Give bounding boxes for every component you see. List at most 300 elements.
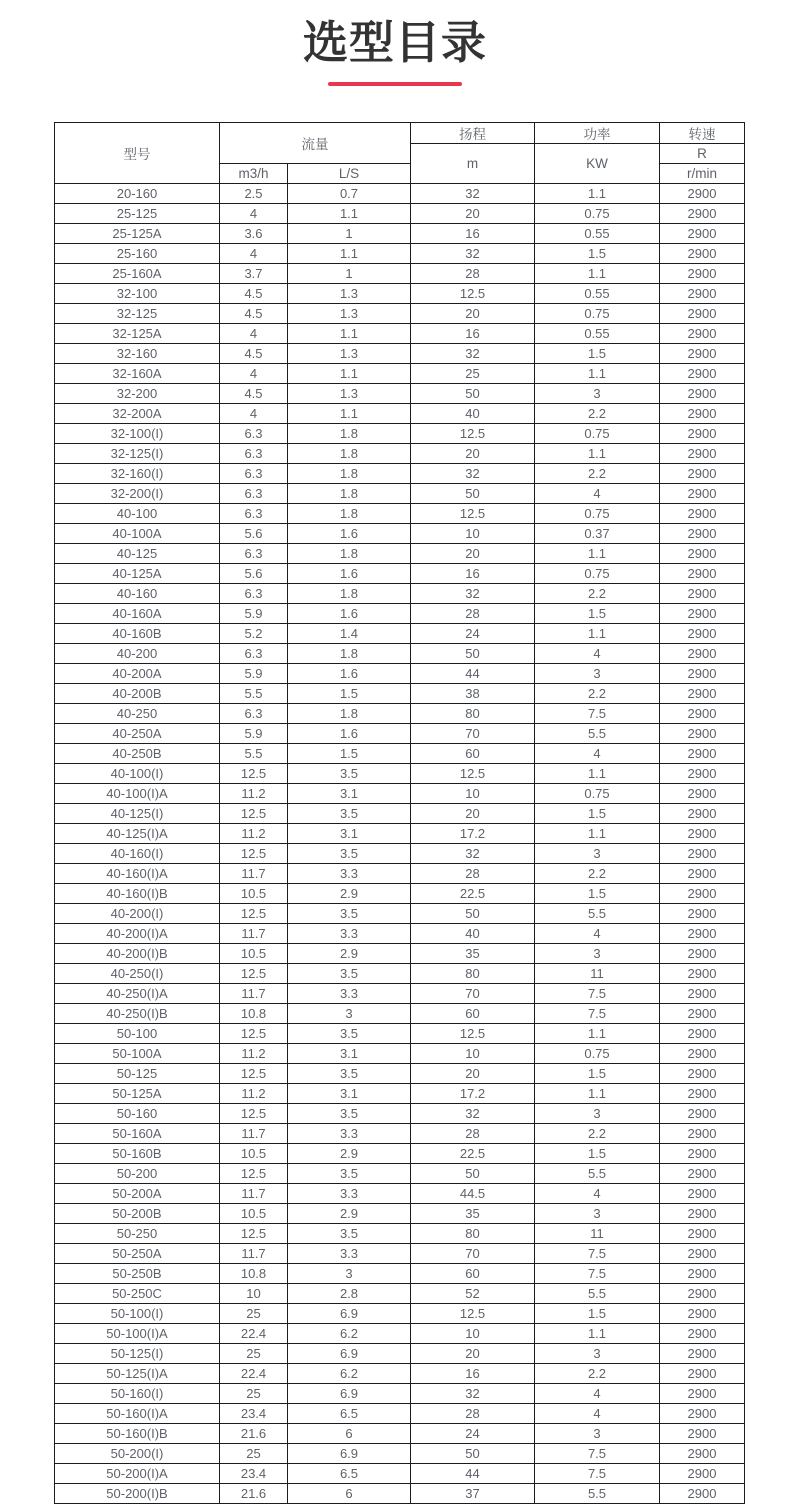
cell-head-m: 25: [411, 364, 535, 384]
cell-speed-rpm: 2900: [660, 204, 745, 224]
table-row: [55, 1404, 745, 1424]
cell-speed-rpm: 2900: [660, 1004, 745, 1024]
cell-flow-m3h: 4: [220, 324, 288, 344]
cell-flow-m3h: 12.5: [220, 1064, 288, 1084]
cell-model: 20-160: [55, 184, 220, 204]
cell-model: 32-200A: [55, 404, 220, 424]
col-header-model: 型号: [55, 123, 220, 184]
cell-model: 50-250B: [55, 1264, 220, 1284]
cell-flow-m3h: 5.9: [220, 664, 288, 684]
cell-head-m: 80: [411, 704, 535, 724]
cell-flow-m3h: 12.5: [220, 844, 288, 864]
cell-speed-rpm: 2900: [660, 1324, 745, 1344]
cell-flow-ls: 1.1: [288, 244, 411, 264]
cell-flow-ls: 3.1: [288, 784, 411, 804]
cell-model: 50-200(I)A: [55, 1464, 220, 1484]
cell-flow-ls: 2.9: [288, 884, 411, 904]
cell-flow-m3h: 25: [220, 1344, 288, 1364]
cell-power-kw: 1.1: [535, 764, 660, 784]
cell-speed-rpm: 2900: [660, 484, 745, 504]
cell-flow-ls: 1.3: [288, 384, 411, 404]
cell-head-m: 28: [411, 864, 535, 884]
table-row: [55, 1284, 745, 1304]
cell-flow-ls: 1.8: [288, 464, 411, 484]
cell-flow-ls: 3.1: [288, 1084, 411, 1104]
cell-speed-rpm: 2900: [660, 1064, 745, 1084]
cell-model: 50-125A: [55, 1084, 220, 1104]
cell-model: 32-160(I): [55, 464, 220, 484]
page-title: 选型目录: [302, 17, 487, 68]
cell-power-kw: 1.1: [535, 184, 660, 204]
cell-power-kw: 11: [535, 964, 660, 984]
cell-speed-rpm: 2900: [660, 824, 745, 844]
cell-power-kw: 5.5: [535, 1164, 660, 1184]
cell-flow-ls: 1.8: [288, 644, 411, 664]
cell-model: 50-125: [55, 1064, 220, 1084]
cell-power-kw: 4: [535, 1184, 660, 1204]
cell-speed-rpm: 2900: [660, 1164, 745, 1184]
cell-flow-ls: 1.8: [288, 584, 411, 604]
cell-flow-m3h: 11.2: [220, 1044, 288, 1064]
cell-power-kw: 1.5: [535, 804, 660, 824]
cell-speed-rpm: 2900: [660, 844, 745, 864]
cell-flow-m3h: 11.2: [220, 784, 288, 804]
cell-power-kw: 0.75: [535, 784, 660, 804]
cell-head-m: 32: [411, 344, 535, 364]
table-row: [55, 244, 745, 264]
cell-speed-rpm: 2900: [660, 784, 745, 804]
cell-model: 40-100A: [55, 524, 220, 544]
cell-flow-ls: 6.9: [288, 1384, 411, 1404]
cell-model: 40-160A: [55, 604, 220, 624]
cell-flow-ls: 3.5: [288, 1164, 411, 1184]
table-row: [55, 1204, 745, 1224]
cell-flow-m3h: 10.8: [220, 1264, 288, 1284]
cell-flow-ls: 1.8: [288, 704, 411, 724]
cell-flow-ls: 1.5: [288, 684, 411, 704]
table-row: [55, 264, 745, 284]
cell-power-kw: 1.1: [535, 1024, 660, 1044]
cell-flow-ls: 1: [288, 224, 411, 244]
col-header-power: 功率: [535, 123, 660, 144]
cell-power-kw: 0.55: [535, 324, 660, 344]
table-row: [55, 684, 745, 704]
cell-head-m: 10: [411, 1044, 535, 1064]
table-row: [55, 504, 745, 524]
col-header-power-unit: KW: [535, 144, 660, 184]
table-row: [55, 1364, 745, 1384]
cell-speed-rpm: 2900: [660, 604, 745, 624]
cell-speed-rpm: 2900: [660, 884, 745, 904]
cell-model: 50-250C: [55, 1284, 220, 1304]
cell-flow-ls: 1.1: [288, 404, 411, 424]
cell-speed-rpm: 2900: [660, 744, 745, 764]
cell-flow-ls: 6.2: [288, 1324, 411, 1344]
cell-speed-rpm: 2900: [660, 1344, 745, 1364]
cell-flow-ls: 2.9: [288, 944, 411, 964]
table-row: [55, 1164, 745, 1184]
cell-power-kw: 7.5: [535, 1244, 660, 1264]
cell-head-m: 60: [411, 1004, 535, 1024]
cell-model: 50-250A: [55, 1244, 220, 1264]
cell-speed-rpm: 2900: [660, 544, 745, 564]
table-row: [55, 784, 745, 804]
cell-model: 25-125: [55, 204, 220, 224]
cell-head-m: 50: [411, 644, 535, 664]
cell-speed-rpm: 2900: [660, 284, 745, 304]
cell-flow-m3h: 4: [220, 404, 288, 424]
cell-model: 50-160B: [55, 1144, 220, 1164]
cell-flow-ls: 3: [288, 1264, 411, 1284]
cell-head-m: 60: [411, 1264, 535, 1284]
cell-model: 40-250B: [55, 744, 220, 764]
cell-speed-rpm: 2900: [660, 664, 745, 684]
table-row: [55, 764, 745, 784]
cell-head-m: 24: [411, 1424, 535, 1444]
col-header-head: 扬程: [411, 123, 535, 144]
cell-flow-m3h: 6.3: [220, 644, 288, 664]
cell-head-m: 16: [411, 564, 535, 584]
table-row: [55, 844, 745, 864]
cell-flow-m3h: 23.4: [220, 1404, 288, 1424]
cell-model: 40-250A: [55, 724, 220, 744]
cell-speed-rpm: 2900: [660, 804, 745, 824]
cell-power-kw: 7.5: [535, 704, 660, 724]
table-row: [55, 1344, 745, 1364]
cell-flow-m3h: 4.5: [220, 304, 288, 324]
cell-flow-m3h: 10.5: [220, 944, 288, 964]
cell-speed-rpm: 2900: [660, 1144, 745, 1164]
table-row: [55, 1264, 745, 1284]
cell-speed-rpm: 2900: [660, 464, 745, 484]
cell-power-kw: 1.5: [535, 1304, 660, 1324]
cell-head-m: 20: [411, 304, 535, 324]
cell-power-kw: 1.5: [535, 344, 660, 364]
cell-flow-ls: 3.5: [288, 1224, 411, 1244]
table-row: [55, 824, 745, 844]
table-row: [55, 1104, 745, 1124]
cell-model: 25-160A: [55, 264, 220, 284]
cell-speed-rpm: 2900: [660, 624, 745, 644]
cell-speed-rpm: 2900: [660, 1484, 745, 1504]
table-row: [55, 544, 745, 564]
cell-flow-m3h: 11.7: [220, 984, 288, 1004]
cell-model: 40-160: [55, 584, 220, 604]
cell-head-m: 44: [411, 664, 535, 684]
cell-power-kw: 7.5: [535, 1444, 660, 1464]
cell-power-kw: 2.2: [535, 464, 660, 484]
cell-flow-ls: 0.7: [288, 184, 411, 204]
cell-model: 25-125A: [55, 224, 220, 244]
cell-flow-m3h: 4: [220, 364, 288, 384]
cell-model: 32-125(I): [55, 444, 220, 464]
cell-head-m: 20: [411, 204, 535, 224]
cell-power-kw: 1.1: [535, 364, 660, 384]
cell-speed-rpm: 2900: [660, 1384, 745, 1404]
pump-selection-table: [54, 122, 745, 1504]
cell-flow-m3h: 2.5: [220, 184, 288, 204]
cell-flow-ls: 3.5: [288, 904, 411, 924]
cell-power-kw: 4: [535, 1404, 660, 1424]
cell-model: 40-200A: [55, 664, 220, 684]
table-row: [55, 324, 745, 344]
cell-head-m: 32: [411, 844, 535, 864]
cell-speed-rpm: 2900: [660, 704, 745, 724]
table-row: [55, 364, 745, 384]
cell-speed-rpm: 2900: [660, 524, 745, 544]
cell-flow-ls: 3.5: [288, 764, 411, 784]
table-row: [55, 1464, 745, 1484]
cell-head-m: 10: [411, 1324, 535, 1344]
cell-power-kw: 0.75: [535, 504, 660, 524]
cell-model: 40-250: [55, 704, 220, 724]
cell-power-kw: 4: [535, 644, 660, 664]
cell-power-kw: 0.75: [535, 424, 660, 444]
cell-flow-m3h: 5.2: [220, 624, 288, 644]
cell-head-m: 12.5: [411, 764, 535, 784]
cell-speed-rpm: 2900: [660, 504, 745, 524]
cell-speed-rpm: 2900: [660, 1104, 745, 1124]
cell-flow-m3h: 12.5: [220, 904, 288, 924]
cell-speed-rpm: 2900: [660, 224, 745, 244]
cell-flow-ls: 1.5: [288, 744, 411, 764]
cell-head-m: 12.5: [411, 504, 535, 524]
table-row: [55, 1224, 745, 1244]
cell-model: 50-250: [55, 1224, 220, 1244]
cell-flow-ls: 3.5: [288, 804, 411, 824]
cell-flow-ls: 1.6: [288, 524, 411, 544]
cell-head-m: 32: [411, 244, 535, 264]
cell-flow-m3h: 5.6: [220, 524, 288, 544]
cell-power-kw: 1.1: [535, 444, 660, 464]
title-divider: [328, 82, 462, 86]
table-row: [55, 1324, 745, 1344]
cell-head-m: 20: [411, 444, 535, 464]
cell-power-kw: 3: [535, 1344, 660, 1364]
cell-flow-ls: 1: [288, 264, 411, 284]
cell-flow-m3h: 6.3: [220, 544, 288, 564]
cell-power-kw: 4: [535, 484, 660, 504]
cell-power-kw: 2.2: [535, 1364, 660, 1384]
cell-speed-rpm: 2900: [660, 1444, 745, 1464]
table-row: [55, 644, 745, 664]
cell-power-kw: 2.2: [535, 1124, 660, 1144]
cell-speed-rpm: 2900: [660, 684, 745, 704]
table-row: [55, 1124, 745, 1144]
cell-speed-rpm: 2900: [660, 1304, 745, 1324]
cell-flow-m3h: 11.7: [220, 1184, 288, 1204]
cell-speed-rpm: 2900: [660, 584, 745, 604]
cell-flow-ls: 1.6: [288, 724, 411, 744]
cell-model: 40-100(I)A: [55, 784, 220, 804]
cell-flow-ls: 3.5: [288, 964, 411, 984]
cell-speed-rpm: 2900: [660, 1024, 745, 1044]
cell-flow-m3h: 11.7: [220, 864, 288, 884]
cell-speed-rpm: 2900: [660, 1184, 745, 1204]
cell-flow-m3h: 6.3: [220, 504, 288, 524]
cell-flow-m3h: 6.3: [220, 464, 288, 484]
col-header-speed: 转速: [660, 123, 745, 144]
cell-power-kw: 3: [535, 1204, 660, 1224]
cell-flow-ls: 1.8: [288, 504, 411, 524]
col-header-flow-m3h: m3/h: [220, 164, 288, 184]
cell-flow-m3h: 6.3: [220, 424, 288, 444]
cell-power-kw: 7.5: [535, 1004, 660, 1024]
cell-flow-m3h: 25: [220, 1444, 288, 1464]
cell-power-kw: 0.75: [535, 1044, 660, 1064]
cell-flow-ls: 6.5: [288, 1464, 411, 1484]
cell-model: 40-160(I): [55, 844, 220, 864]
cell-power-kw: 1.1: [535, 544, 660, 564]
cell-flow-m3h: 12.5: [220, 1104, 288, 1124]
cell-flow-m3h: 22.4: [220, 1324, 288, 1344]
cell-head-m: 60: [411, 744, 535, 764]
cell-flow-ls: 6.2: [288, 1364, 411, 1384]
cell-head-m: 70: [411, 1244, 535, 1264]
cell-model: 32-125A: [55, 324, 220, 344]
cell-flow-m3h: 4.5: [220, 344, 288, 364]
cell-flow-m3h: 21.6: [220, 1424, 288, 1444]
table-row: [55, 744, 745, 764]
cell-head-m: 35: [411, 1204, 535, 1224]
cell-speed-rpm: 2900: [660, 864, 745, 884]
cell-head-m: 35: [411, 944, 535, 964]
table-row: [55, 1084, 745, 1104]
table-row: [55, 864, 745, 884]
cell-flow-m3h: 25: [220, 1304, 288, 1324]
cell-model: 50-160(I): [55, 1384, 220, 1404]
cell-head-m: 32: [411, 464, 535, 484]
cell-power-kw: 1.5: [535, 244, 660, 264]
cell-flow-ls: 3.3: [288, 1244, 411, 1264]
table-row: [55, 1144, 745, 1164]
cell-head-m: 20: [411, 544, 535, 564]
cell-speed-rpm: 2900: [660, 964, 745, 984]
cell-flow-ls: 3.3: [288, 864, 411, 884]
table-row: [55, 384, 745, 404]
cell-flow-m3h: 4.5: [220, 284, 288, 304]
col-header-speed-unit-rmin: r/min: [660, 164, 745, 184]
cell-flow-m3h: 12.5: [220, 1164, 288, 1184]
table-header: [55, 123, 745, 184]
cell-power-kw: 1.1: [535, 264, 660, 284]
cell-head-m: 12.5: [411, 424, 535, 444]
cell-flow-m3h: 12.5: [220, 964, 288, 984]
cell-head-m: 50: [411, 1444, 535, 1464]
cell-power-kw: 0.75: [535, 304, 660, 324]
cell-head-m: 52: [411, 1284, 535, 1304]
cell-speed-rpm: 2900: [660, 264, 745, 284]
table-row: [55, 484, 745, 504]
cell-power-kw: 0.37: [535, 524, 660, 544]
cell-speed-rpm: 2900: [660, 724, 745, 744]
cell-speed-rpm: 2900: [660, 1284, 745, 1304]
cell-head-m: 10: [411, 524, 535, 544]
table-row: [55, 944, 745, 964]
cell-speed-rpm: 2900: [660, 904, 745, 924]
cell-speed-rpm: 2900: [660, 1204, 745, 1224]
cell-model: 50-100: [55, 1024, 220, 1044]
cell-model: 25-160: [55, 244, 220, 264]
cell-flow-ls: 3: [288, 1004, 411, 1024]
cell-speed-rpm: 2900: [660, 424, 745, 444]
cell-head-m: 16: [411, 224, 535, 244]
cell-head-m: 32: [411, 184, 535, 204]
cell-head-m: 24: [411, 624, 535, 644]
cell-model: 50-160: [55, 1104, 220, 1124]
cell-flow-ls: 1.1: [288, 204, 411, 224]
cell-head-m: 22.5: [411, 1144, 535, 1164]
cell-flow-m3h: 5.5: [220, 684, 288, 704]
cell-flow-ls: 1.4: [288, 624, 411, 644]
cell-model: 40-160(I)A: [55, 864, 220, 884]
cell-model: 50-200(I): [55, 1444, 220, 1464]
cell-model: 32-100(I): [55, 424, 220, 444]
cell-flow-m3h: 6.3: [220, 444, 288, 464]
cell-power-kw: 5.5: [535, 724, 660, 744]
table-row: [55, 184, 745, 204]
cell-model: 40-100(I): [55, 764, 220, 784]
table-row: [55, 1444, 745, 1464]
cell-speed-rpm: 2900: [660, 1124, 745, 1144]
cell-flow-m3h: 6.3: [220, 484, 288, 504]
cell-head-m: 32: [411, 1104, 535, 1124]
cell-speed-rpm: 2900: [660, 1424, 745, 1444]
cell-flow-ls: 3.3: [288, 984, 411, 1004]
cell-flow-ls: 2.8: [288, 1284, 411, 1304]
cell-power-kw: 5.5: [535, 904, 660, 924]
cell-power-kw: 3: [535, 384, 660, 404]
cell-flow-ls: 1.3: [288, 344, 411, 364]
cell-head-m: 22.5: [411, 884, 535, 904]
table-row: [55, 284, 745, 304]
cell-flow-m3h: 3.7: [220, 264, 288, 284]
cell-power-kw: 1.1: [535, 624, 660, 644]
cell-head-m: 50: [411, 1164, 535, 1184]
cell-model: 32-100: [55, 284, 220, 304]
cell-flow-m3h: 12.5: [220, 1024, 288, 1044]
cell-model: 40-125(I): [55, 804, 220, 824]
cell-head-m: 20: [411, 804, 535, 824]
table-row: [55, 1304, 745, 1324]
cell-model: 32-125: [55, 304, 220, 324]
cell-power-kw: 7.5: [535, 1264, 660, 1284]
cell-head-m: 80: [411, 964, 535, 984]
cell-head-m: 28: [411, 1404, 535, 1424]
table-row: [55, 884, 745, 904]
cell-power-kw: 0.55: [535, 284, 660, 304]
cell-model: 50-100(I)A: [55, 1324, 220, 1344]
cell-power-kw: 4: [535, 1384, 660, 1404]
cell-head-m: 17.2: [411, 824, 535, 844]
cell-power-kw: 1.1: [535, 824, 660, 844]
table-row: [55, 1024, 745, 1044]
cell-flow-ls: 1.6: [288, 564, 411, 584]
cell-head-m: 28: [411, 1124, 535, 1144]
table-row: [55, 344, 745, 364]
table-row: [55, 1044, 745, 1064]
cell-model: 32-200: [55, 384, 220, 404]
cell-power-kw: 1.5: [535, 1064, 660, 1084]
cell-speed-rpm: 2900: [660, 184, 745, 204]
cell-head-m: 32: [411, 584, 535, 604]
cell-speed-rpm: 2900: [660, 764, 745, 784]
table-row: [55, 724, 745, 744]
cell-power-kw: 2.2: [535, 404, 660, 424]
cell-head-m: 50: [411, 484, 535, 504]
cell-flow-m3h: 5.6: [220, 564, 288, 584]
cell-speed-rpm: 2900: [660, 1044, 745, 1064]
